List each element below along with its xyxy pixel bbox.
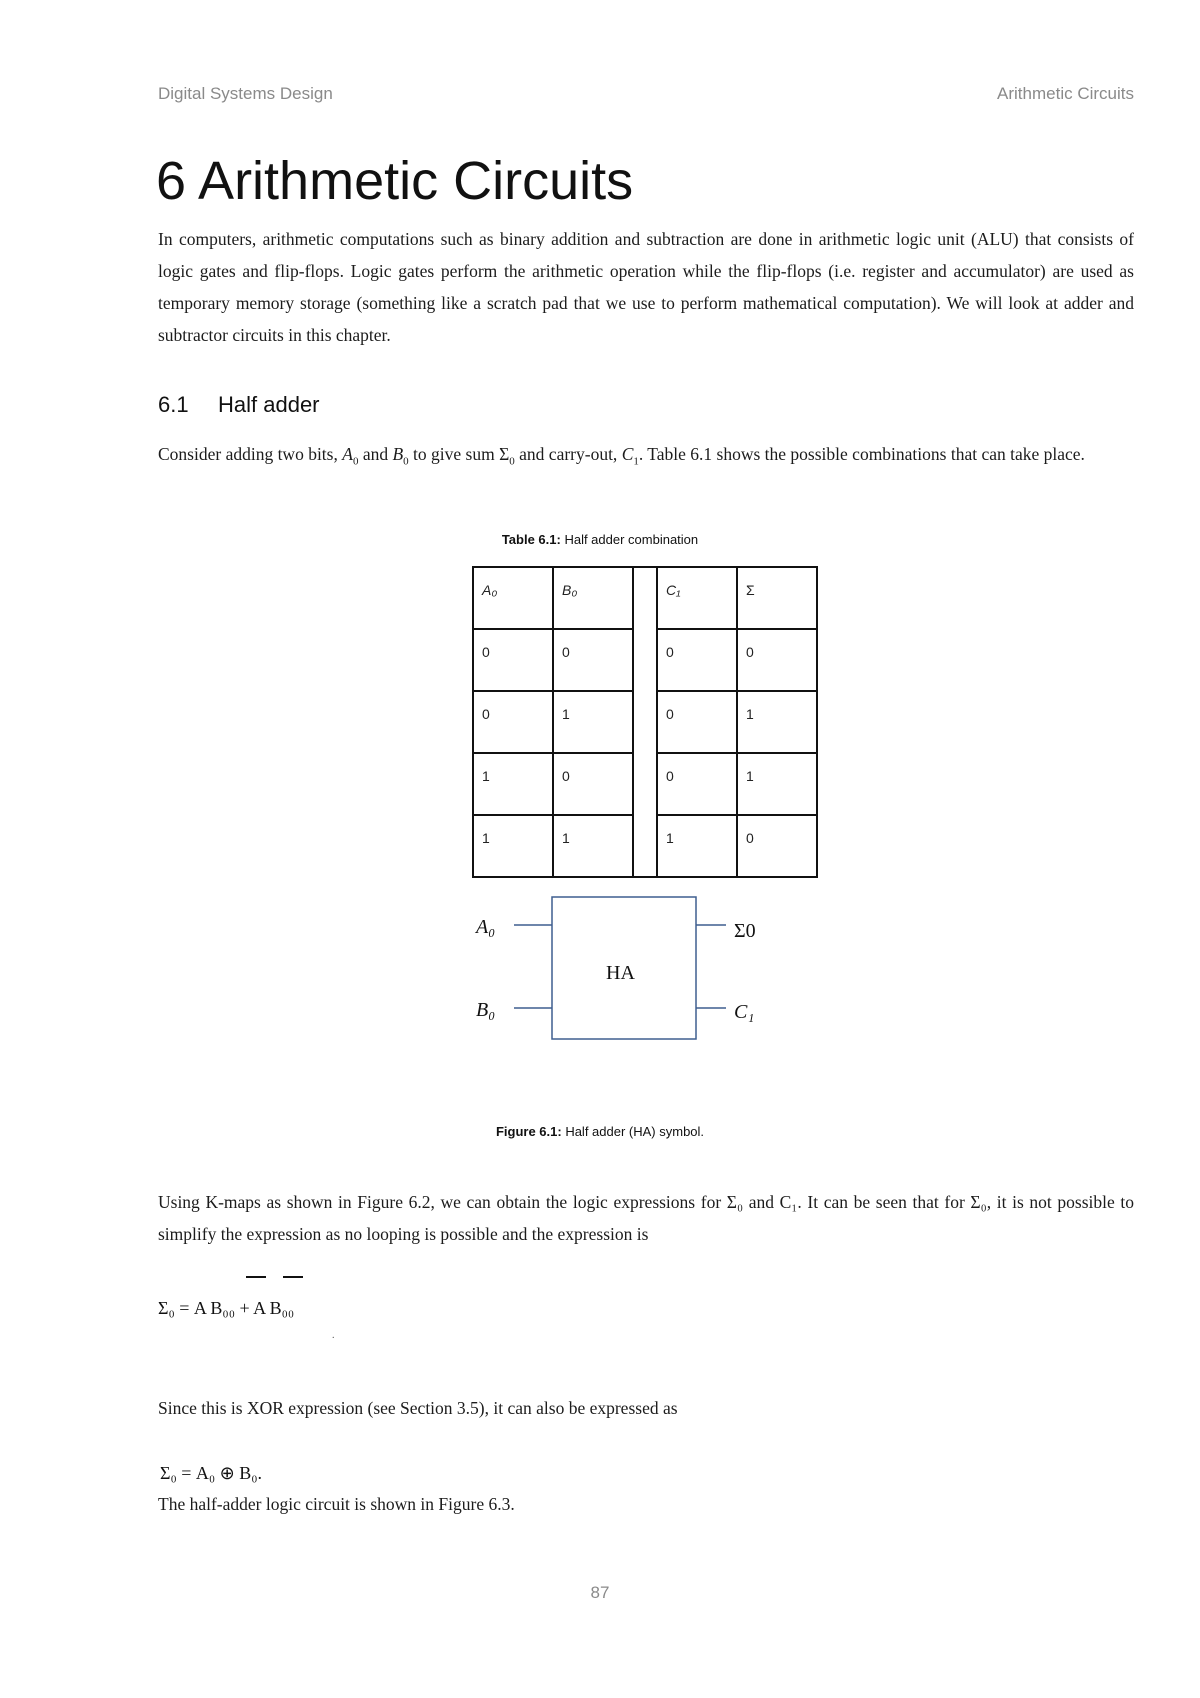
- section-paragraph-text-2: and: [358, 444, 393, 464]
- table-cell: 1: [737, 691, 817, 753]
- running-header-right: Arithmetic Circuits: [997, 84, 1134, 103]
- output-carry-label: C₁: [734, 1001, 755, 1023]
- table-cell: 1: [737, 753, 817, 815]
- chapter-title: 6 Arithmetic Circuits: [156, 151, 634, 211]
- table-cell: 1: [473, 753, 553, 815]
- table-cell: 0: [737, 629, 817, 691]
- page-number: 87: [590, 1583, 610, 1602]
- running-header-left: Digital Systems Design: [158, 84, 333, 103]
- input-b-label: B₀: [476, 999, 496, 1021]
- input-a-label: A₀: [476, 916, 496, 938]
- var-c-sub: 1: [633, 455, 639, 468]
- table-header-cell: A₀: [473, 567, 553, 629]
- table-header-cell: B₀: [553, 567, 633, 629]
- var-a-sub: 0: [352, 455, 359, 468]
- var-c: C: [621, 444, 634, 464]
- table-cell: 1: [473, 815, 553, 877]
- table-cell: 0: [657, 753, 737, 815]
- table-caption: [0, 532, 1200, 547]
- table-header-cell: C₁: [657, 567, 737, 629]
- table-caption-text: Half adder combination: [560, 532, 699, 547]
- intro-paragraph: In computers, arithmetic computations such as binary addition and subtraction are done in arithmetic logic unit (ALU) that consists of logic gates and flip-flops. Logic gates perform the arithmetic operation while the flip-flops (i.e. register and accumulator) are used as temporary memory storage (something like a scratch pad that we use to perform mathematical computation). We will look at adder and subtractor circuits in this chapter.: [158, 229, 1134, 345]
- figure-caption: [0, 1124, 1200, 1139]
- table-cell: 1: [657, 815, 737, 877]
- var-a: A: [342, 444, 353, 464]
- equation-dot: .: [332, 1330, 335, 1341]
- var-b-sub: 0: [403, 455, 409, 468]
- kmap-paragraph: Using K-maps as shown in Figure 6.2, we can obtain the logic expressions for Σ₀ and C₁. It can be seen that for Σ₀, it is not possible to simplify the expression as no looping is possible and the expression is: [158, 1192, 1134, 1244]
- circuit-sentence: The half-adder logic circuit is shown in Figure 6.3.: [158, 1494, 515, 1514]
- table-cell: 1: [553, 815, 633, 877]
- var-b: B: [392, 444, 404, 464]
- var-s-sub: 0: [509, 455, 515, 468]
- half-adder-symbol: [470, 895, 770, 1055]
- figure-caption-text: Half adder (HA) symbol.: [561, 1124, 705, 1139]
- table-cell: 0: [473, 629, 553, 691]
- section-title: Half adder: [218, 392, 320, 417]
- output-sum-label: Σ0: [734, 920, 756, 942]
- equation-sum: Σ₀ = A B₀₀ + A B₀₀: [158, 1298, 295, 1318]
- equation-xor: Σ₀ = A₀ ⊕ B₀.: [160, 1463, 263, 1483]
- xor-paragraph: Since this is XOR expression (see Section 3.5), it can also be expressed as: [158, 1398, 678, 1418]
- table-cell: 1: [553, 691, 633, 753]
- table-header-cell: Σ: [737, 567, 817, 629]
- overbar: [283, 1276, 303, 1278]
- table-caption-label: Table 6.1:: [501, 532, 561, 547]
- ha-label: HA: [606, 962, 635, 984]
- section-paragraph-text-3: to give sum Σ: [408, 444, 510, 464]
- table-cell: 0: [553, 753, 633, 815]
- table-cell: 0: [553, 629, 633, 691]
- table-cell: 0: [657, 629, 737, 691]
- section-number: 6.1: [158, 392, 189, 417]
- truth-table: [472, 566, 818, 878]
- table-separator: [633, 567, 657, 877]
- section-paragraph-text-4: and carry-out,: [514, 444, 622, 464]
- section-paragraph: [158, 438, 1134, 478]
- table-header-row: [473, 567, 817, 629]
- section-paragraph-text-1: Consider adding two bits,: [158, 444, 343, 464]
- table-cell: 0: [737, 815, 817, 877]
- overbar: [246, 1276, 266, 1278]
- table-cell: 0: [657, 691, 737, 753]
- section-paragraph-text-5: . Table 6.1 shows the possible combinations that can take place.: [638, 444, 1085, 464]
- table-cell: 0: [473, 691, 553, 753]
- figure-caption-label: Figure 6.1:: [495, 1124, 562, 1139]
